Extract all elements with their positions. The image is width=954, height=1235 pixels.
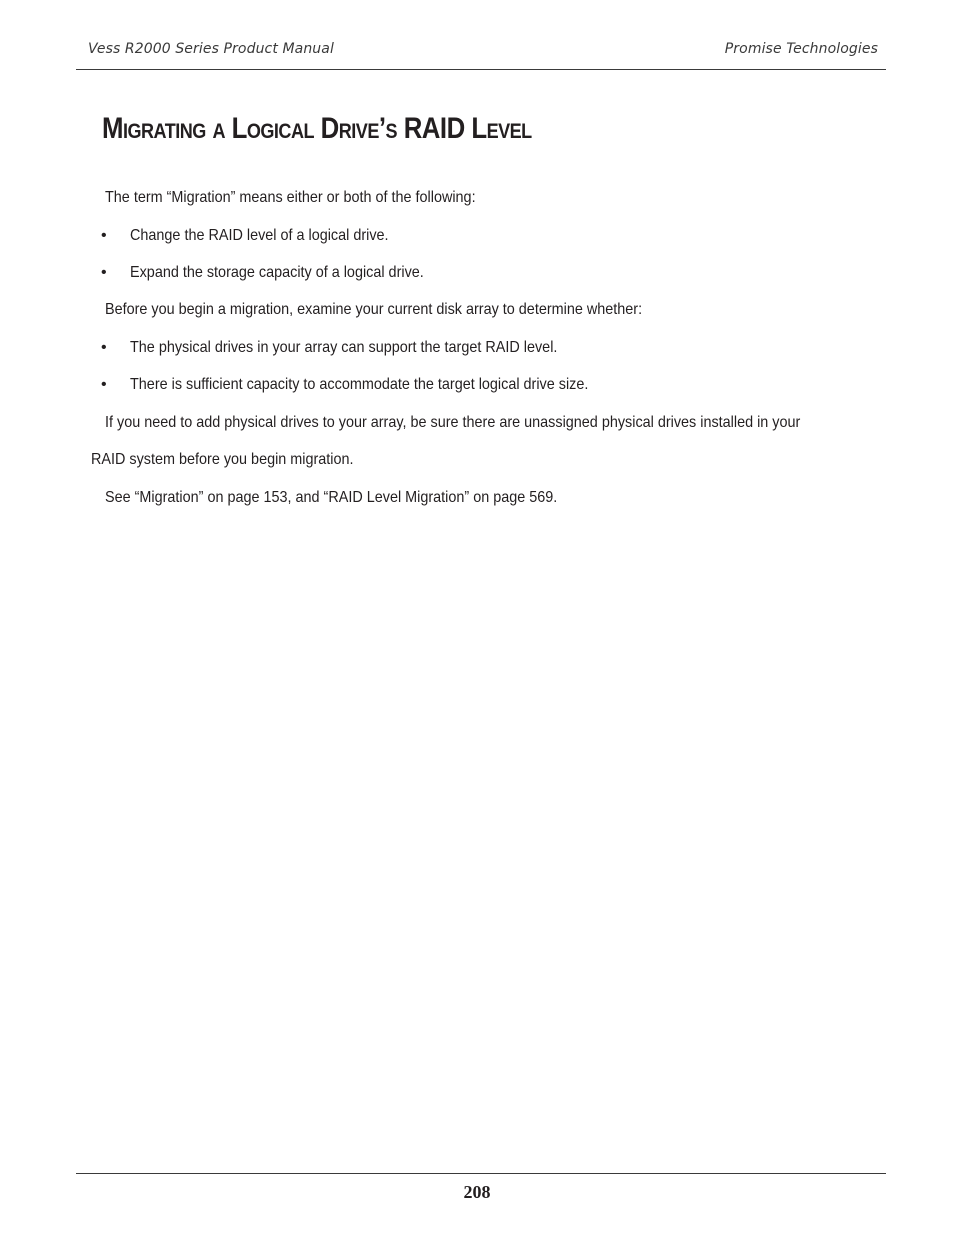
footer-divider: [76, 1173, 886, 1174]
section-title: Migrating a Logical Drive’s RAID Level: [102, 112, 532, 145]
list-item-text: There is sufficient capacity to accommodate the target logical drive size.: [130, 376, 589, 393]
list-item-text: Expand the storage capacity of a logical drive.: [130, 264, 424, 281]
bullet-icon: •: [101, 376, 107, 393]
manual-title: Vess R2000 Series Product Manual: [88, 41, 334, 57]
list-item-text: Change the RAID level of a logical drive.: [130, 227, 389, 244]
bullet-icon: •: [101, 264, 107, 281]
add-drives-paragraph-line2: RAID system before you begin migration.: [91, 451, 354, 468]
intro-paragraph: The term “Migration” means either or both of the following:: [105, 189, 476, 206]
see-also-paragraph: See “Migration” on page 153, and “RAID Level Migration” on page 569.: [105, 489, 558, 506]
before-begin-paragraph: Before you begin a migration, examine your current disk array to determine whether:: [105, 301, 643, 318]
page-number: 208: [463, 1182, 491, 1202]
bullet-icon: •: [101, 339, 107, 356]
list-item-text: The physical drives in your array can support the target RAID level.: [130, 339, 558, 356]
add-drives-paragraph-line1: If you need to add physical drives to your array, be sure there are unassigned physical drives installed in your: [105, 414, 801, 431]
running-header: [76, 40, 886, 70]
bullet-icon: •: [101, 227, 107, 244]
company-name: Promise Technologies: [724, 41, 878, 57]
